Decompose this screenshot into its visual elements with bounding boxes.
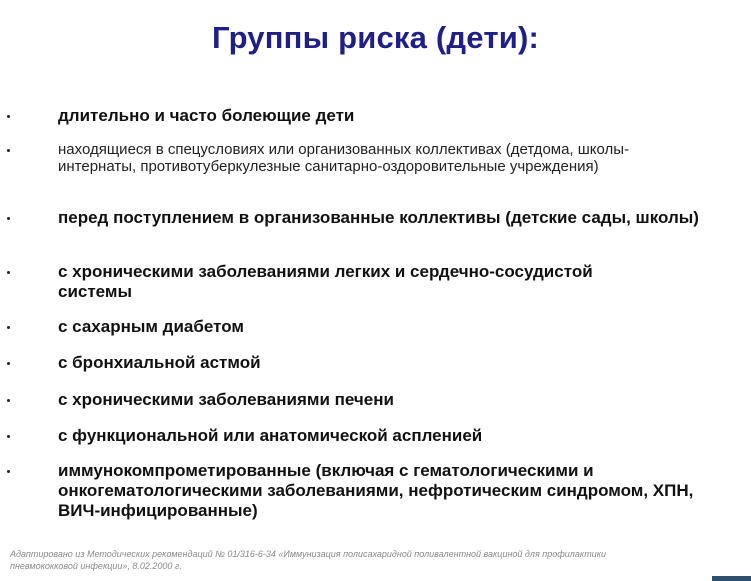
bullet-text: с сахарным диабетом [58, 317, 244, 336]
bullet-dot-icon [7, 399, 10, 402]
bullet-text: с бронхиальной астмой [58, 353, 261, 372]
bullet-dot-icon [7, 115, 10, 118]
bullet-dot-icon [7, 362, 10, 365]
bullet-text: иммунокомпрометированные (включая с гематологическими и онкогематологическими заболеваниями, нефротическим синдромом, ХПН, ВИЧ-инфицированные) [58, 461, 694, 520]
slide-title: Группы риска (дети): [211, 20, 540, 55]
bullet-text: с хроническими заболеваниями печени [58, 390, 394, 409]
corner-mark [712, 576, 751, 581]
bullet-text: с функциональной или анатомической аспленией [58, 426, 483, 445]
bullet-dot-icon [7, 435, 10, 438]
bullet-dot-icon [7, 326, 10, 329]
bullet-dot-icon [7, 271, 10, 274]
bullet-text: с хроническими заболеваниями легких и сердечно-сосудистой системы [58, 262, 593, 301]
footnote: Адаптировано из Методических рекомендаций № 01/316-6-34 «Иммунизация полисахаридной поливалентной вакциной для профилактики пневмококковой инфекции», 8.02.2000 г. [10, 549, 606, 571]
bullet-text: перед поступлением в организованные коллективы (детские сады, школы) [58, 208, 699, 227]
bullet-dot-icon [7, 149, 10, 152]
bullet-text: длительно и часто болеющие дети [58, 106, 355, 125]
bullet-text: находящиеся в спецусловиях или организованных коллективах (детдома, школы-интернаты, противотуберкулезные санитарно-оздоровительные учреждения) [58, 141, 630, 175]
bullet-dot-icon [7, 217, 10, 220]
bullet-dot-icon [7, 470, 10, 473]
